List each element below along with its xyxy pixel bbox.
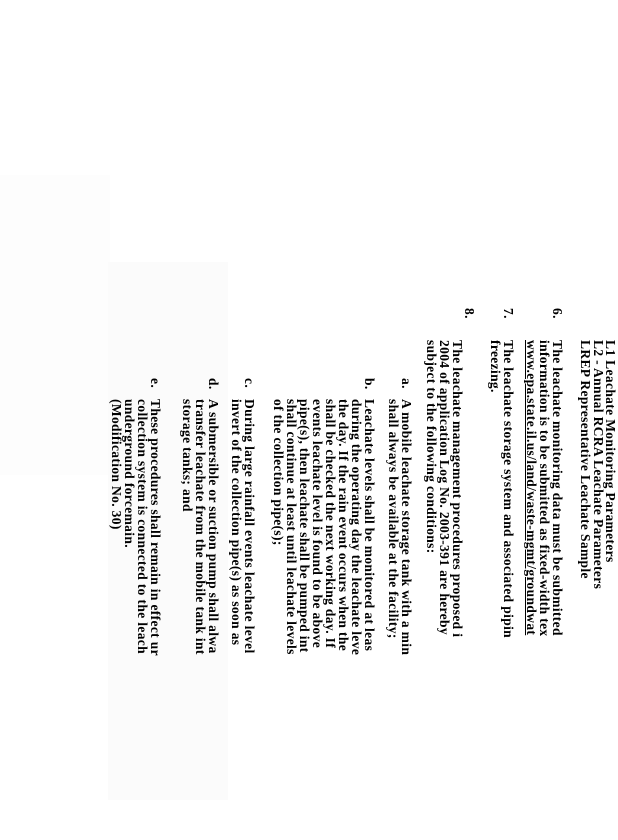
item-6-number: 6. bbox=[550, 308, 565, 319]
item-8-line-2: 2004 of application Log No. 2003-391 are hereby bbox=[437, 340, 452, 635]
item-8d-line-3: storage tanks; and bbox=[180, 399, 195, 512]
item-8a-line-1: A mobile leachate storage tank with a min bbox=[399, 399, 414, 656]
item-8b-line-6: pipe(s), then leachate shall be pumped int bbox=[297, 399, 312, 653]
legend-l1: L1 Leachate Monitoring Parameters bbox=[603, 340, 618, 563]
item-7-number: 7. bbox=[501, 308, 516, 319]
item-8b-line-4: shall be checked the next working day. If bbox=[323, 399, 338, 649]
item-8e-letter: e. bbox=[148, 378, 163, 389]
item-8b-line-1: Leachate levels shall be monitored at leas bbox=[362, 399, 377, 652]
item-8e-line-3: underground forcemain. bbox=[122, 399, 137, 548]
item-8a-letter: a. bbox=[399, 378, 414, 389]
item-8b-line-3: the day. If the rain event occurs when the bbox=[336, 399, 351, 652]
item-8b-line-7: shall continue at least until leachate levels bbox=[284, 399, 299, 655]
item-7-line-2: freezing. bbox=[488, 340, 503, 393]
item-8e-line-1: These procedures shall remain in effect ur bbox=[148, 399, 163, 656]
item-8-line-3: subject to the following conditions: bbox=[424, 340, 439, 554]
item-6-line-2: information is to be submitted as fixed-width tex bbox=[537, 340, 552, 637]
item-8c-letter: c. bbox=[242, 378, 257, 389]
item-8-number: 8. bbox=[462, 308, 477, 319]
item-8c-line-2: invert of the collection pipe(s) as soon as bbox=[229, 399, 244, 646]
item-7-line-1: The leachate storage system and associated pipin bbox=[501, 340, 516, 639]
item-8b-letter: b. bbox=[362, 378, 377, 390]
item-8-line-1: The leachate management procedures proposed i bbox=[450, 340, 465, 638]
item-8e-line-2: collection system is connected to the leach bbox=[135, 399, 150, 654]
item-8d-letter: d. bbox=[206, 378, 221, 390]
legend-lrep: LREP Representative Leachate Sample bbox=[578, 340, 593, 579]
item-8b-line-2: during the operating day the leachate leve bbox=[349, 399, 364, 656]
legend-l2: L2 - Annual RCRA Leachate Parameters bbox=[591, 340, 606, 590]
item-8a-line-2: shall always be available at the facility; bbox=[386, 399, 401, 639]
item-6-link[interactable]: www.epa.state.il.us/land/waste-mgmt/groundwat bbox=[524, 340, 539, 636]
item-8b-line-5: events leachate level is found to be above bbox=[310, 399, 325, 649]
rotated-page-content bbox=[18, 308, 618, 840]
item-8c-line-1: During large rainfall events leachate level bbox=[242, 399, 257, 654]
item-8d-line-2: transfer leachate from the mobile tank int bbox=[193, 399, 208, 655]
item-6-line-1: The leachate monitoring data must be submitted bbox=[550, 340, 565, 636]
item-8d-line-1: A submersible or suction pump shall alwa bbox=[206, 399, 221, 654]
item-8b-line-8: of the collection pipe(s); bbox=[271, 399, 286, 546]
item-8e-line-4: (Modification No. 30) bbox=[109, 399, 124, 530]
